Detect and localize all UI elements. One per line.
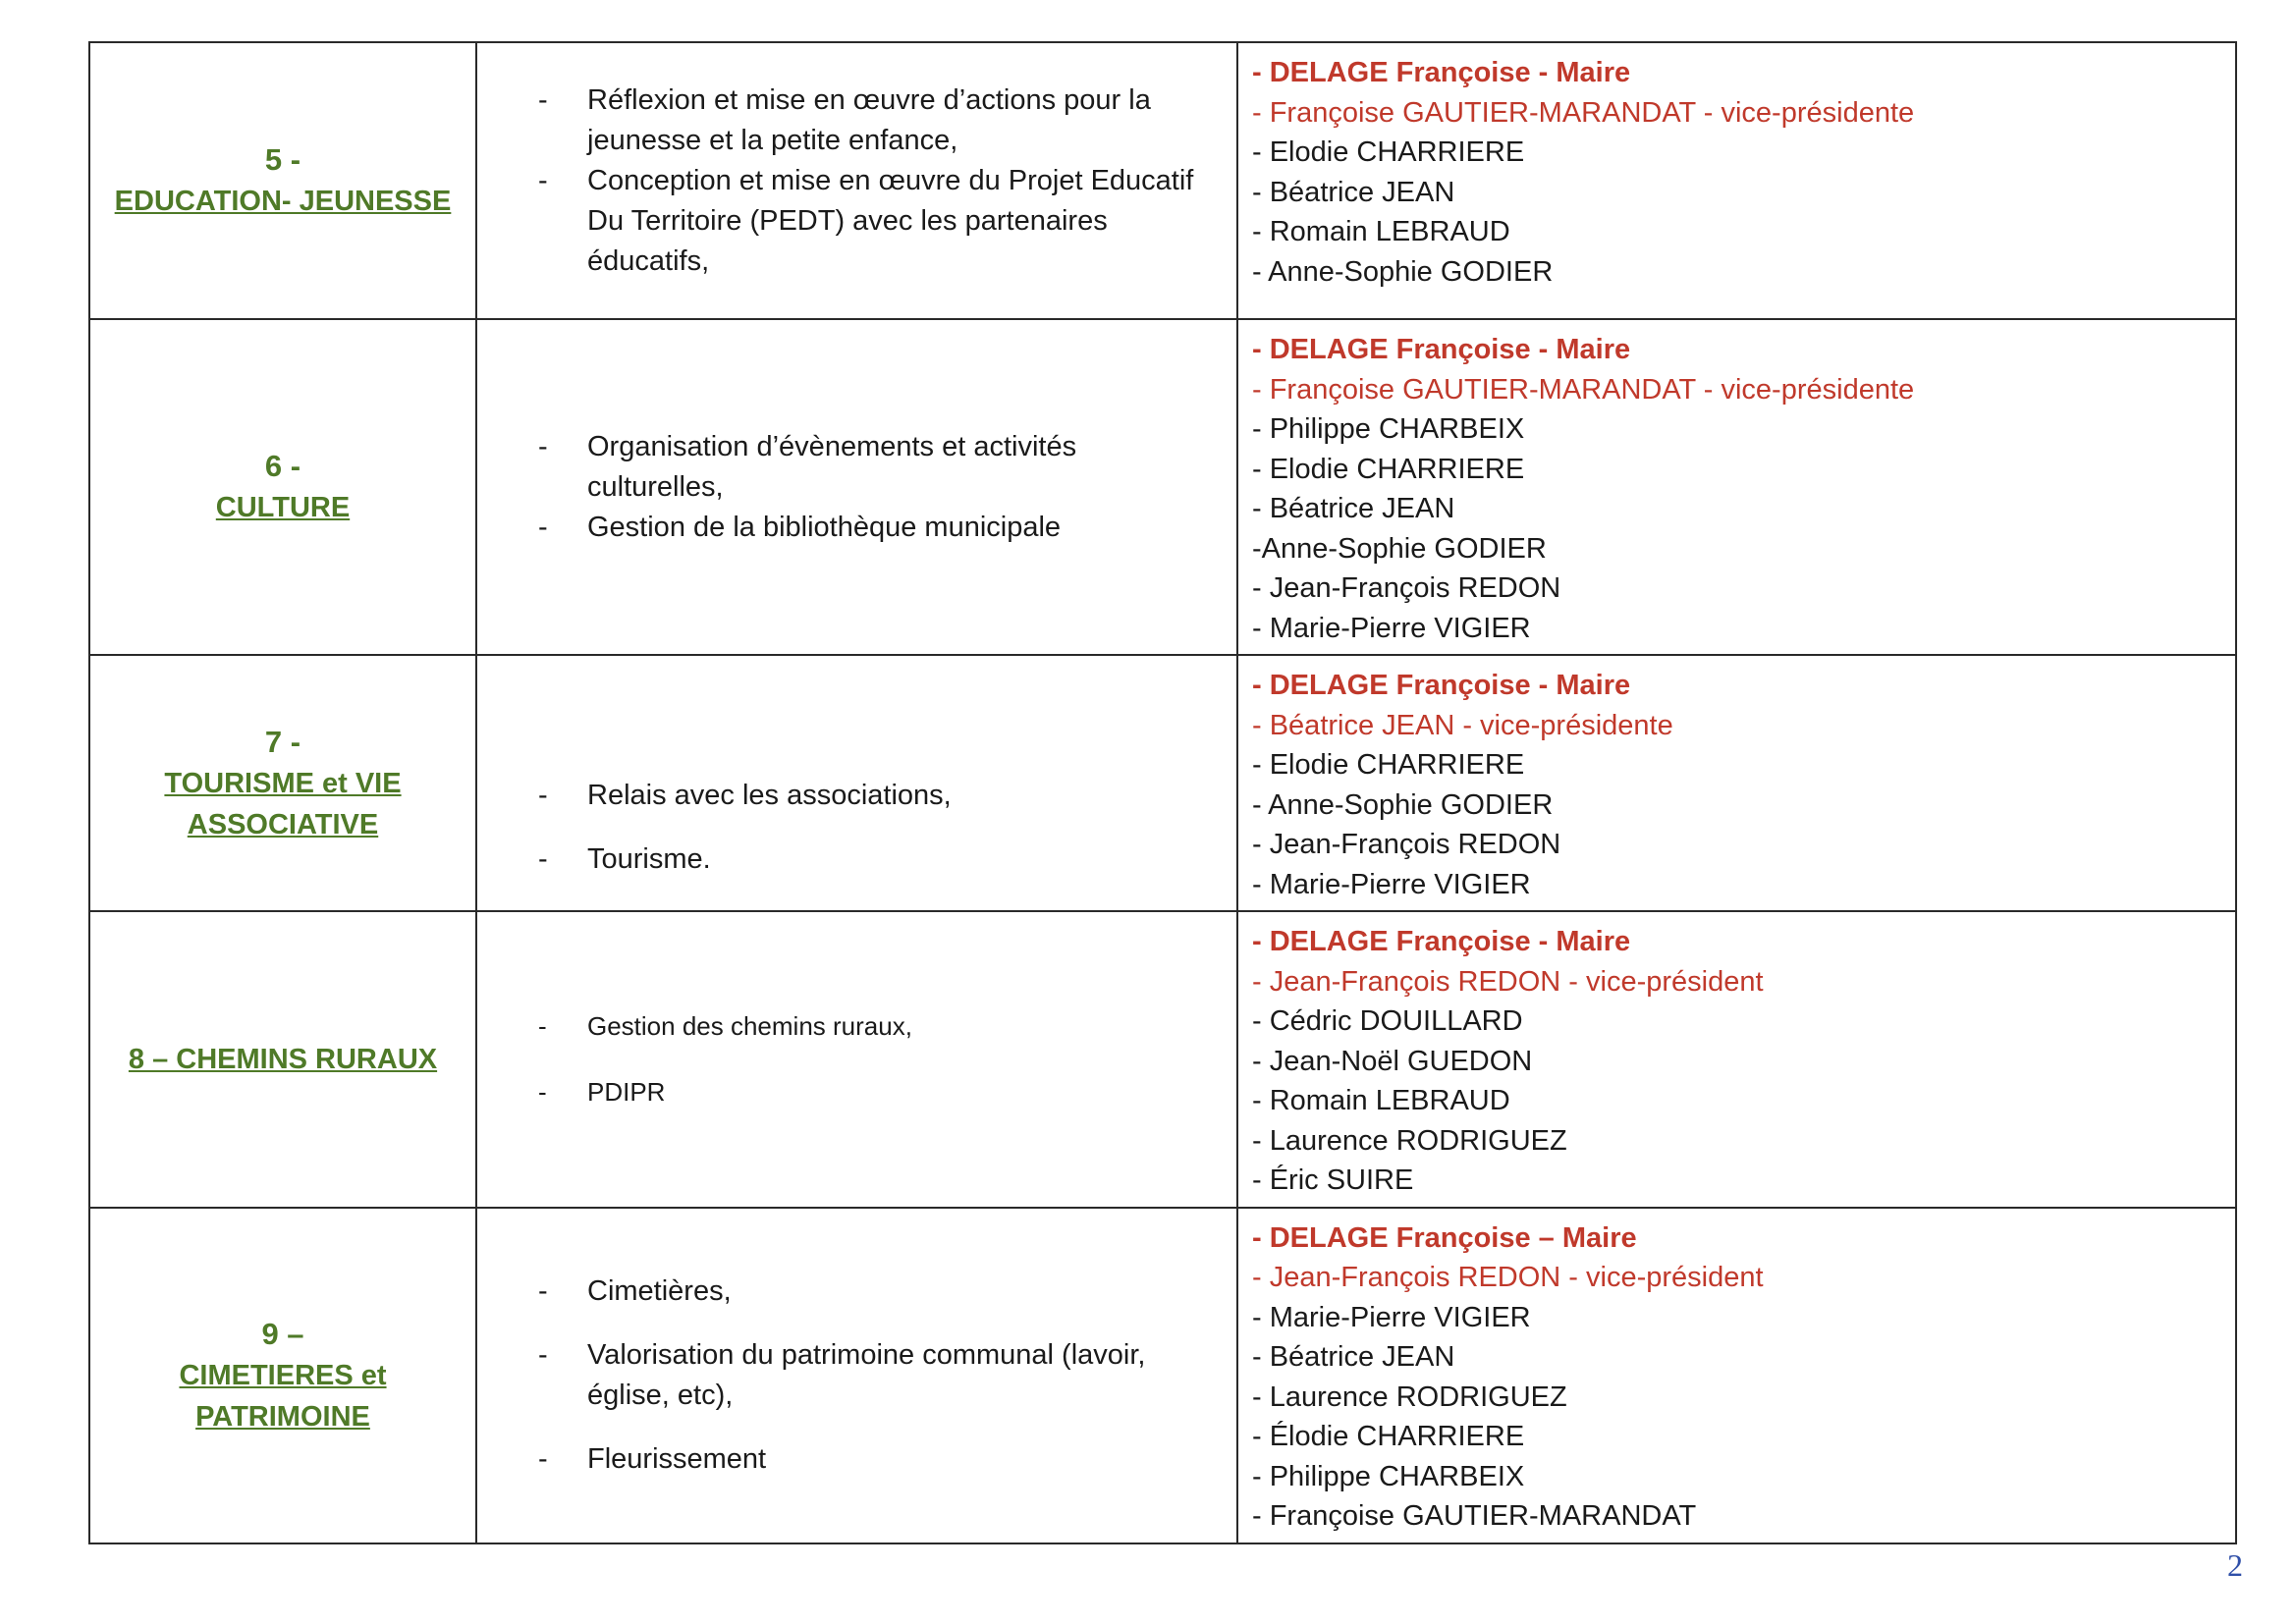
theme-number: 5 - — [264, 142, 301, 177]
members-cell — [1237, 42, 2236, 319]
theme-number: 6 - — [264, 449, 301, 483]
member: - Jean-François REDON — [1252, 829, 1561, 860]
member-vice-president: - Françoise GAUTIER-MARANDAT - vice-présidente — [1252, 96, 1915, 129]
member: - Anne-Sophie GODIER — [1252, 788, 1554, 821]
theme-cell — [89, 1208, 476, 1543]
member: - Anne-Sophie GODIER — [1252, 255, 1554, 288]
mission-item: - Gestion de la bibliothèque municipale — [538, 508, 1217, 548]
member: - Jean-François REDON — [1252, 572, 1561, 604]
page-number: 2 — [2227, 1547, 2243, 1583]
members-cell — [1237, 1208, 2236, 1543]
member-mayor: - DELAGE Françoise – Maire — [1252, 1221, 1637, 1254]
table-row — [89, 911, 2236, 1208]
theme-number: 7 - — [264, 724, 301, 759]
theme-title: 8 – CHEMINS RURAUX — [128, 1043, 438, 1075]
theme-title: CULTURE — [215, 492, 351, 523]
member: - Cédric DOUILLARD — [1252, 1005, 1523, 1037]
mission-item: - Réflexion et mise en œuvre d’actions pour la jeunesse et la petite enfance, — [538, 81, 1217, 161]
member-vice-president: - Béatrice JEAN - vice-présidente — [1252, 709, 1673, 741]
members-cell — [1237, 655, 2236, 911]
member: - Romain LEBRAUD — [1252, 216, 1510, 247]
member-vice-president: - Jean-François REDON - vice-président — [1252, 1262, 1764, 1293]
member: - Béatrice JEAN — [1252, 493, 1455, 524]
member: - Elodie CHARRIERE — [1252, 749, 1525, 781]
mission-item: - Cimetières, — [538, 1272, 1217, 1312]
theme-title: CIMETIERES et — [179, 1359, 387, 1391]
mission-item: - Gestion des chemins ruraux, — [538, 1006, 1217, 1047]
missions-cell — [476, 1208, 1237, 1543]
theme-number: 9 – — [261, 1316, 304, 1351]
theme-cell — [89, 42, 476, 319]
member: - Béatrice JEAN — [1252, 1341, 1455, 1373]
theme-cell — [89, 655, 476, 911]
member: - Marie-Pierre VIGIER — [1252, 612, 1531, 644]
table-row — [89, 319, 2236, 655]
member: - Éric SUIRE — [1252, 1164, 1414, 1196]
mission-item: - Organisation d’évènements et activités culturelles, — [538, 427, 1217, 508]
theme-title: ASSOCIATIVE — [187, 808, 379, 840]
commissions-table — [88, 41, 2237, 1544]
table-row — [89, 655, 2236, 911]
member: - Elodie CHARRIERE — [1252, 136, 1525, 168]
member: - Elodie CHARRIERE — [1252, 453, 1525, 485]
member: -Anne-Sophie GODIER — [1252, 532, 1547, 565]
member: - Romain LEBRAUD — [1252, 1085, 1510, 1116]
members-cell — [1237, 319, 2236, 655]
member-mayor: - DELAGE Françoise - Maire — [1252, 334, 1631, 365]
theme-title: PATRIMOINE — [195, 1400, 370, 1433]
mission-item: - Valorisation du patrimoine communal (lavoir, église, etc), — [538, 1335, 1217, 1416]
member: - Béatrice JEAN — [1252, 176, 1455, 208]
missions-cell — [476, 319, 1237, 655]
member-vice-president: - Jean-François REDON - vice-président — [1252, 965, 1764, 998]
theme-title: EDUCATION- JEUNESSE — [114, 186, 452, 217]
member: - Marie-Pierre VIGIER — [1252, 868, 1531, 900]
mission-item: - Conception et mise en œuvre du Projet Educatif Du Territoire (PEDT) avec les partenaires éducatifs, — [538, 161, 1217, 282]
member-mayor: - DELAGE Françoise - Maire — [1252, 57, 1631, 88]
missions-cell — [476, 42, 1237, 319]
member: - Laurence RODRIGUEZ — [1252, 1380, 1567, 1413]
members-cell — [1237, 911, 2236, 1208]
missions-cell — [476, 911, 1237, 1208]
member: - Françoise GAUTIER-MARANDAT — [1252, 1500, 1697, 1532]
member: - Jean-Noël GUEDON — [1252, 1045, 1533, 1077]
mission-item: - Relais avec les associations, — [538, 776, 1217, 816]
member-mayor: - DELAGE Françoise - Maire — [1252, 670, 1631, 701]
mission-item: - Fleurissement — [538, 1439, 1217, 1480]
theme-cell — [89, 319, 476, 655]
theme-cell — [89, 911, 476, 1208]
table-row — [89, 42, 2236, 319]
member: - Élodie CHARRIERE — [1252, 1421, 1525, 1452]
table-row — [89, 1208, 2236, 1543]
mission-item: - Tourisme. — [538, 839, 1217, 880]
member-vice-president: - Françoise GAUTIER-MARANDAT - vice-présidente — [1252, 373, 1915, 406]
member: - Laurence RODRIGUEZ — [1252, 1124, 1567, 1157]
member: - Marie-Pierre VIGIER — [1252, 1301, 1531, 1333]
member: - Philippe CHARBEIX — [1252, 1460, 1525, 1492]
mission-item: - PDIPR — [538, 1072, 1217, 1112]
theme-title: TOURISME et VIE — [164, 767, 402, 799]
missions-cell — [476, 655, 1237, 911]
member: - Philippe CHARBEIX — [1252, 413, 1525, 445]
member-mayor: - DELAGE Françoise - Maire — [1252, 926, 1631, 957]
